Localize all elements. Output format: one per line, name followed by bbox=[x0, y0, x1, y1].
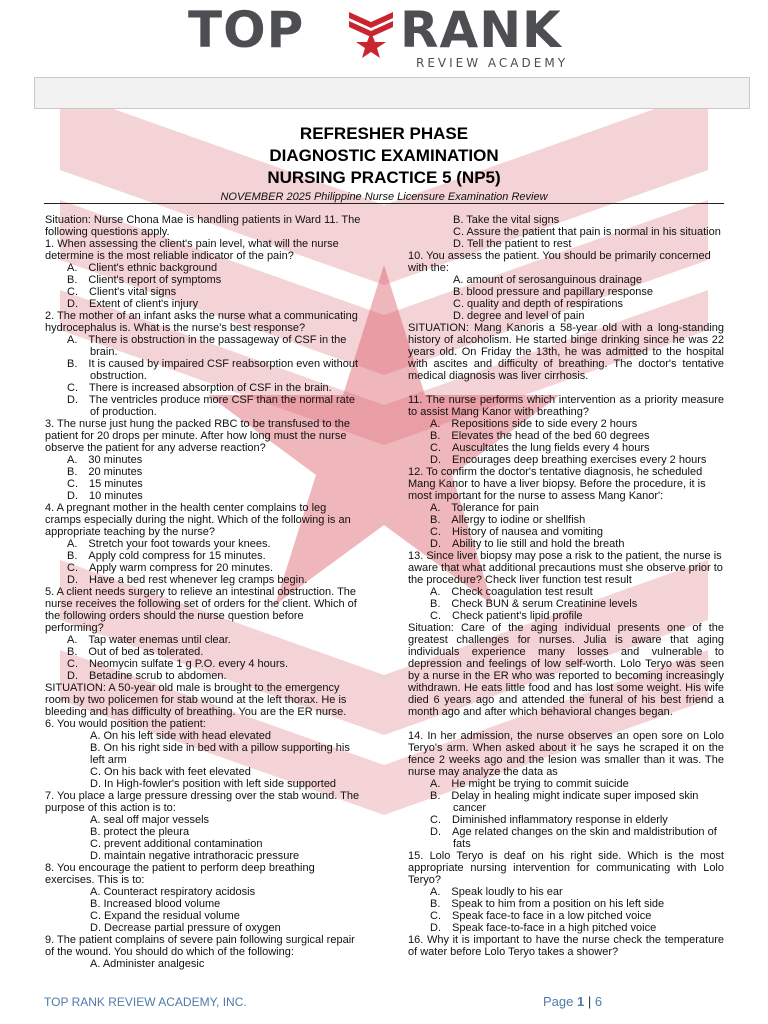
title-rule bbox=[44, 203, 724, 204]
logo-word-top: TOP bbox=[188, 1, 305, 59]
answer-option: C. Speak face-to face in a low pitched voice bbox=[430, 910, 652, 922]
answer-option: B. 20 minutes bbox=[67, 466, 143, 478]
answer-option: A. Tolerance for pain bbox=[430, 502, 539, 514]
answer-option: C. Apply warm compress for 20 minutes. bbox=[67, 562, 274, 574]
footer-company: TOP RANK REVIEW ACADEMY, INC. bbox=[44, 995, 247, 1009]
answer-option: A. Stretch your foot towards your knees. bbox=[67, 538, 271, 550]
answer-option: A. seal off major vessels bbox=[90, 814, 210, 826]
title-line-2: DIAGNOSTIC EXAMINATION bbox=[269, 146, 499, 165]
answer-option: C. Expand the residual volume bbox=[90, 910, 240, 922]
answer-option: B. Take the vital signs bbox=[453, 214, 560, 226]
question-text: 5. A client needs surgery to relieve an intestinal obstruction. The nurse receives the following set of orders for the client. Which of the following orders should the nurse question before performing? bbox=[45, 586, 357, 634]
title-line-3: NURSING PRACTICE 5 (NP5) bbox=[267, 168, 501, 187]
answer-option: B. Client's report of symptoms bbox=[67, 274, 222, 286]
answer-option: B. Delay in healing might indicate super imposed skin cancer bbox=[430, 790, 699, 814]
answer-option: A. There is obstruction in the passageway of CSF in the brain. bbox=[67, 334, 347, 358]
answer-option: C. History of nausea and vomiting bbox=[430, 526, 604, 538]
answer-option: C. prevent additional contamination bbox=[90, 838, 263, 850]
answer-option: A. He might be trying to commit suicide bbox=[430, 778, 629, 790]
answer-option: D. Encourages deep breathing exercises every 2 hours bbox=[430, 454, 707, 466]
answer-option: C. Check patient's lipid profile bbox=[430, 610, 583, 622]
left-column bbox=[45, 214, 361, 970]
question-text: 16. Why it is important to have the nurse check the temperature of water before Lolo Teryo takes a shower? bbox=[408, 934, 724, 958]
right-column bbox=[408, 214, 724, 958]
answer-option: D. degree and level of pain bbox=[453, 310, 585, 322]
question-text: 7. You place a large pressure dressing over the stab wound. The purpose of this action is to: bbox=[45, 790, 360, 814]
answer-option: B. Allergy to iodine or shellfish bbox=[430, 514, 586, 526]
exam-subtitle: NOVEMBER 2025 Philippine Nurse Licensure Examination Review bbox=[220, 191, 548, 203]
answer-option: D. Betadine scrub to abdomen. bbox=[67, 670, 227, 682]
answer-option: B. On his right side in bed with a pillow supporting his left arm bbox=[90, 742, 350, 766]
page-number: 1 bbox=[577, 994, 585, 1009]
answer-option: B. Check BUN & serum Creatinine levels bbox=[430, 598, 638, 610]
answer-option: A. Administer analgesic bbox=[90, 958, 205, 970]
question-text: 15. Lolo Teryo is deaf on his right side. Which is the most appropriate nursing intervention for communicating with Lolo Teryo? bbox=[408, 850, 724, 886]
answer-option: A. Speak loudly to his ear bbox=[430, 886, 563, 898]
answer-option: C. Auscultates the lung fields every 4 hours bbox=[430, 442, 650, 454]
exam-title-block bbox=[0, 123, 768, 204]
answer-option: C. Neomycin sulfate 1 g P.O. every 4 hours. bbox=[67, 658, 289, 670]
answer-option: A. Counteract respiratory acidosis bbox=[90, 886, 256, 898]
question-text: SITUATION: Mang Kanoris a 58-year old with a long-standing history of alcoholism. He started binge drinking since he was 22 years old. On Friday the 13th, he was admitted to the hospital with ascites and difficulty of breathing. The doctor's tentative medical diagnosis was liver cirrhosis. bbox=[408, 322, 724, 382]
title-line-1: REFRESHER PHASE bbox=[299, 124, 469, 143]
answer-option: D. Tell the patient to rest bbox=[453, 238, 572, 250]
answer-option: B. blood pressure and papillary response bbox=[453, 286, 653, 298]
answer-option: A. Check coagulation test result bbox=[430, 586, 593, 598]
question-text: 1. When assessing the client's pain level, what will the nurse determine is the most reliable indicator of the pain? bbox=[45, 238, 339, 262]
answer-option: D. maintain negative intrathoracic pressure bbox=[90, 850, 300, 862]
answer-option: C. Assure the patient that pain is normal in his situation bbox=[453, 226, 721, 238]
top-rank-logo bbox=[0, 1, 768, 74]
paragraph-gap bbox=[408, 718, 724, 730]
answer-option: A. 30 minutes bbox=[67, 454, 143, 466]
answer-option: C. quality and depth of respirations bbox=[453, 298, 623, 310]
question-text: Situation: Nurse Chona Mae is handling patients in Ward 11. The following questions apply. bbox=[45, 214, 361, 238]
question-text: 11. The nurse performs which intervention as a priority measure to assist Mang Kanor with breathing? bbox=[408, 394, 724, 418]
answer-option: A. Repositions side to side every 2 hours bbox=[430, 418, 638, 430]
question-text: SITUATION: A 50-year old male is brought to the emergency room by two policemen for stab wound at the left thorax. He is bleeding and has difficulty of breathing. You are the ER nurse. bbox=[45, 682, 347, 718]
question-text: 4. A pregnant mother in the health center complains to leg cramps especially during the night. Which of the following is an appropriate teaching by the nurse? bbox=[45, 502, 351, 538]
logo-word-rank: RANK bbox=[400, 1, 562, 59]
header-bar bbox=[34, 77, 750, 109]
question-text: 3. The nurse just hung the packed RBC to be transfused to the patient for 20 drops per minute. After how long must the nurse observe the patient for any adverse reaction? bbox=[45, 418, 350, 454]
answer-option: B. Increased blood volume bbox=[90, 898, 221, 910]
answer-option: B. Out of bed as tolerated. bbox=[67, 646, 204, 658]
question-text: 8. You encourage the patient to perform deep breathing exercises. This is to: bbox=[45, 862, 315, 886]
answer-option: D. Extent of client's injury bbox=[67, 298, 199, 310]
page-separator: | bbox=[587, 994, 592, 1009]
answer-option: C. 15 minutes bbox=[67, 478, 143, 490]
answer-option: A. amount of serosanguinous drainage bbox=[453, 274, 642, 286]
question-text: 14. In her admission, the nurse observes an open sore on Lolo Teryo's arm. When asked about it he says he scraped it on the fence 2 weeks ago and the lesion was smaller than it was. The nurse may analyze the data as bbox=[408, 730, 724, 778]
footer-page-number bbox=[543, 994, 602, 1009]
answer-option: D. Speak face-to-face in a high pitched voice bbox=[430, 922, 657, 934]
question-text: 10. You assess the patient. You should be primarily concerned with the: bbox=[408, 250, 711, 274]
answer-option: D. Age related changes on the skin and maldistribution of fats bbox=[430, 826, 717, 850]
answer-option: B. Elevates the head of the bed 60 degrees bbox=[430, 430, 650, 442]
answer-option: B. protect the pleura bbox=[90, 826, 190, 838]
answer-option: B. Speak to him from a position on his left side bbox=[430, 898, 665, 910]
answer-option: A. Tap water enemas until clear. bbox=[67, 634, 231, 646]
answer-option: D. Decrease partial pressure of oxygen bbox=[90, 922, 281, 934]
question-text: 6. You would position the patient: bbox=[45, 718, 206, 730]
question-text: 12. To confirm the doctor's tentative diagnosis, he scheduled Mang Kanor to have a liver biopsy. Before the procedure, it is most important for the nurse to assess Mang Kanor': bbox=[408, 466, 706, 502]
answer-option: A. Client's ethnic background bbox=[67, 262, 218, 274]
answer-option: A. On his left side with head elevated bbox=[90, 730, 271, 742]
question-text: 2. The mother of an infant asks the nurse what a communicating hydrocephalus is. What is the nurse's best response? bbox=[45, 310, 358, 334]
answer-option: B. Apply cold compress for 15 minutes. bbox=[67, 550, 266, 562]
star-chevron-icon bbox=[346, 8, 396, 58]
paragraph-gap bbox=[408, 382, 724, 394]
question-text: 9. The patient complains of severe pain following surgical repair of the wound. You should do which of the following: bbox=[45, 934, 355, 958]
answer-option: C. Client's vital signs bbox=[67, 286, 177, 298]
answer-option: D. The ventricles produce more CSF than the normal rate of production. bbox=[67, 394, 355, 418]
answer-option: C. There is increased absorption of CSF in the brain. bbox=[67, 382, 332, 394]
answer-option: B. It is caused by impaired CSF reabsorption even without obstruction. bbox=[67, 358, 359, 382]
total-pages: 6 bbox=[594, 994, 603, 1009]
question-text: Situation: Care of the aging individual presents one of the greatest challenges for nurses. Julia is aware that aging individuals experience many losses and vulnerable to depression and feelings of low self-worth. Lolo Teryo was seen by a nurse in the ER who was reported to becoming increasingly withdrawn. He eats little food and has lost some weight. His wife died 6 years ago and attended the funeral of his best friend a month ago and after which behavioral changes began. bbox=[408, 622, 724, 718]
answer-option: D. In High-fowler's position with left side supported bbox=[90, 778, 337, 790]
answer-option: D. Ability to lie still and hold the breath bbox=[430, 538, 625, 550]
page-label: Page bbox=[543, 994, 574, 1009]
answer-option: D. 10 minutes bbox=[67, 490, 143, 502]
question-text: 13. Since liver biopsy may pose a risk to the patient, the nurse is aware that what additional precautions must she observe prior to the procedure? Check liver function test result bbox=[408, 550, 723, 586]
answer-option: D. Have a bed rest whenever leg cramps begin. bbox=[67, 574, 308, 586]
answer-option: C. Diminished inflammatory response in elderly bbox=[430, 814, 668, 826]
logo-subtitle: REVIEW ACADEMY bbox=[416, 56, 569, 70]
answer-option: C. On his back with feet elevated bbox=[90, 766, 251, 778]
